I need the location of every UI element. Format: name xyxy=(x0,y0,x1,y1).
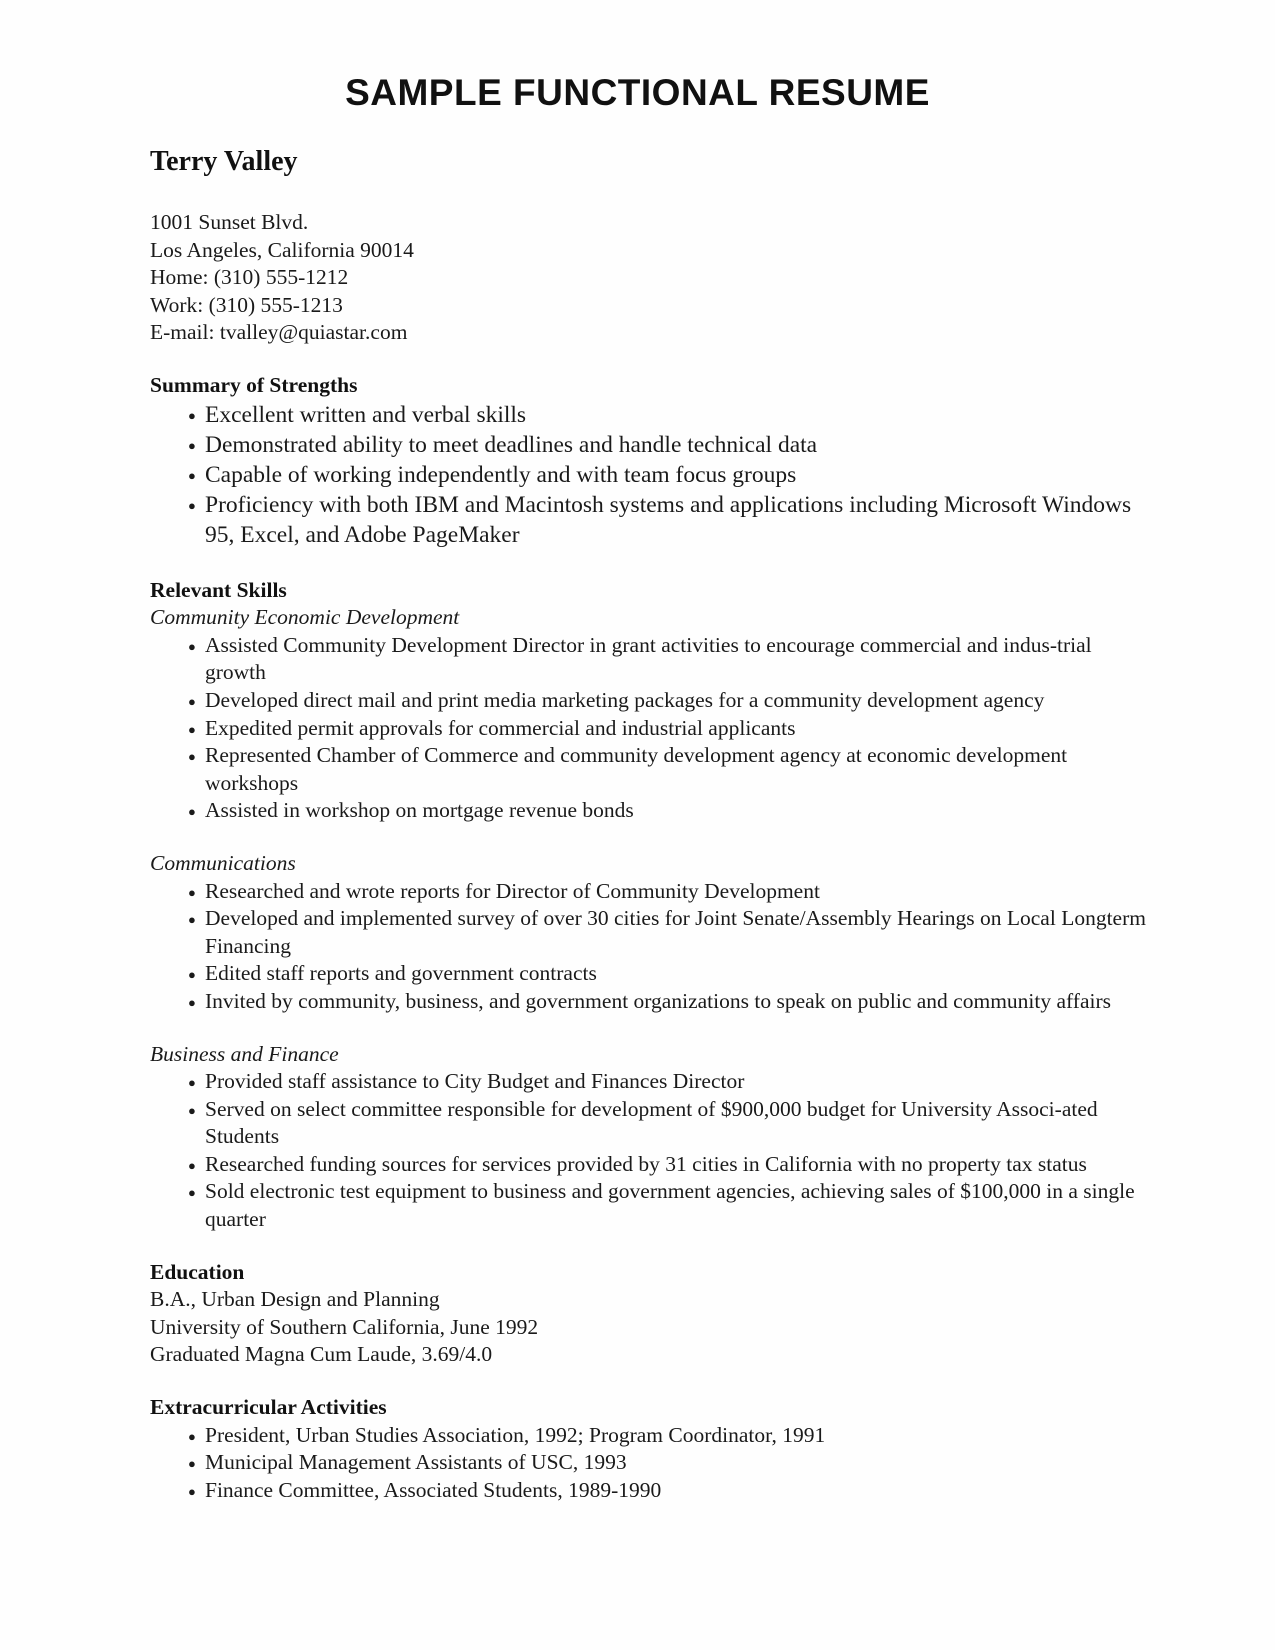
email-address: E-mail: tvalley@quiastar.com xyxy=(150,320,408,345)
applicant-name: Terry Valley xyxy=(150,146,298,177)
education-honors: Graduated Magna Cum Laude, 3.69/4.0 xyxy=(150,1342,493,1367)
work-phone: Work: (310) 555-1213 xyxy=(150,292,343,317)
list-item: ● Proficiency with both IBM and Macintosh systems and applications including Microsoft Windows 95, Excel, and Adobe PageMaker xyxy=(150,490,1150,550)
resume-body xyxy=(150,372,1150,1504)
list-item: ● Developed direct mail and print media marketing packages for a community development agency xyxy=(150,687,1150,715)
list-item: ● Municipal Management Assistants of USC, 1993 xyxy=(150,1449,1150,1477)
list-item: ● Invited by community, business, and government organizations to speak on public and community affairs xyxy=(150,988,1150,1016)
education-school: University of Southern California, June 1992 xyxy=(150,1314,539,1339)
list-item: ● Edited staff reports and government contracts xyxy=(150,960,1150,988)
skill-group-list xyxy=(150,1068,1150,1234)
skill-group-list xyxy=(150,878,1150,1016)
skill-group-list xyxy=(150,632,1150,825)
list-item: ● Represented Chamber of Commerce and community development agency at economic development workshops xyxy=(150,742,1150,797)
education-degree: B.A., Urban Design and Planning xyxy=(150,1287,440,1312)
list-item: ● Expedited permit approvals for commercial and industrial applicants xyxy=(150,715,1150,743)
skill-group-title: Business and Finance xyxy=(150,1041,339,1066)
summary-heading: Summary of Strengths xyxy=(150,373,358,397)
list-item: ● Sold electronic test equipment to business and government agencies, achieving sales of $100,000 in a single quarter xyxy=(150,1178,1150,1233)
address-line-2: Los Angeles, California 90014 xyxy=(150,237,414,262)
list-item: ● Served on select committee responsible for development of $900,000 budget for University Associ-ated Students xyxy=(150,1096,1150,1151)
list-item: ● Excellent written and verbal skills xyxy=(150,400,1150,430)
list-item: ● Assisted Community Development Director in grant activities to encourage commercial and indus-trial growth xyxy=(150,632,1150,687)
skill-group-title: Community Economic Development xyxy=(150,605,460,630)
list-item: ● President, Urban Studies Association, 1992; Program Coordinator, 1991 xyxy=(150,1422,1150,1450)
extracurricular-list xyxy=(150,1422,1150,1505)
education-heading: Education xyxy=(150,1259,245,1284)
relevant-skills-heading: Relevant Skills xyxy=(150,577,287,602)
list-item: ● Assisted in workshop on mortgage revenue bonds xyxy=(150,797,1150,825)
address-line-1: 1001 Sunset Blvd. xyxy=(150,210,309,234)
extracurricular-heading: Extracurricular Activities xyxy=(150,1395,387,1420)
skill-group-title: Communications xyxy=(150,850,296,875)
list-item: ● Researched funding sources for services provided by 31 cities in California with no property tax status xyxy=(150,1151,1150,1179)
list-item: ● Capable of working independently and with team focus groups xyxy=(150,460,1150,490)
contact-block xyxy=(150,209,414,347)
document-title: SAMPLE FUNCTIONAL RESUME xyxy=(345,72,930,113)
list-item: ● Researched and wrote reports for Director of Community Development xyxy=(150,878,1150,906)
list-item: ● Demonstrated ability to meet deadlines and handle technical data xyxy=(150,430,1150,460)
summary-list xyxy=(150,400,1150,550)
list-item: ● Provided staff assistance to City Budget and Finances Director xyxy=(150,1068,1150,1096)
list-item: ● Finance Committee, Associated Students, 1989-1990 xyxy=(150,1477,1150,1505)
home-phone: Home: (310) 555-1212 xyxy=(150,265,349,290)
list-item: ● Developed and implemented survey of over 30 cities for Joint Senate/Assembly Hearings on Local Longterm Financing xyxy=(150,905,1150,960)
